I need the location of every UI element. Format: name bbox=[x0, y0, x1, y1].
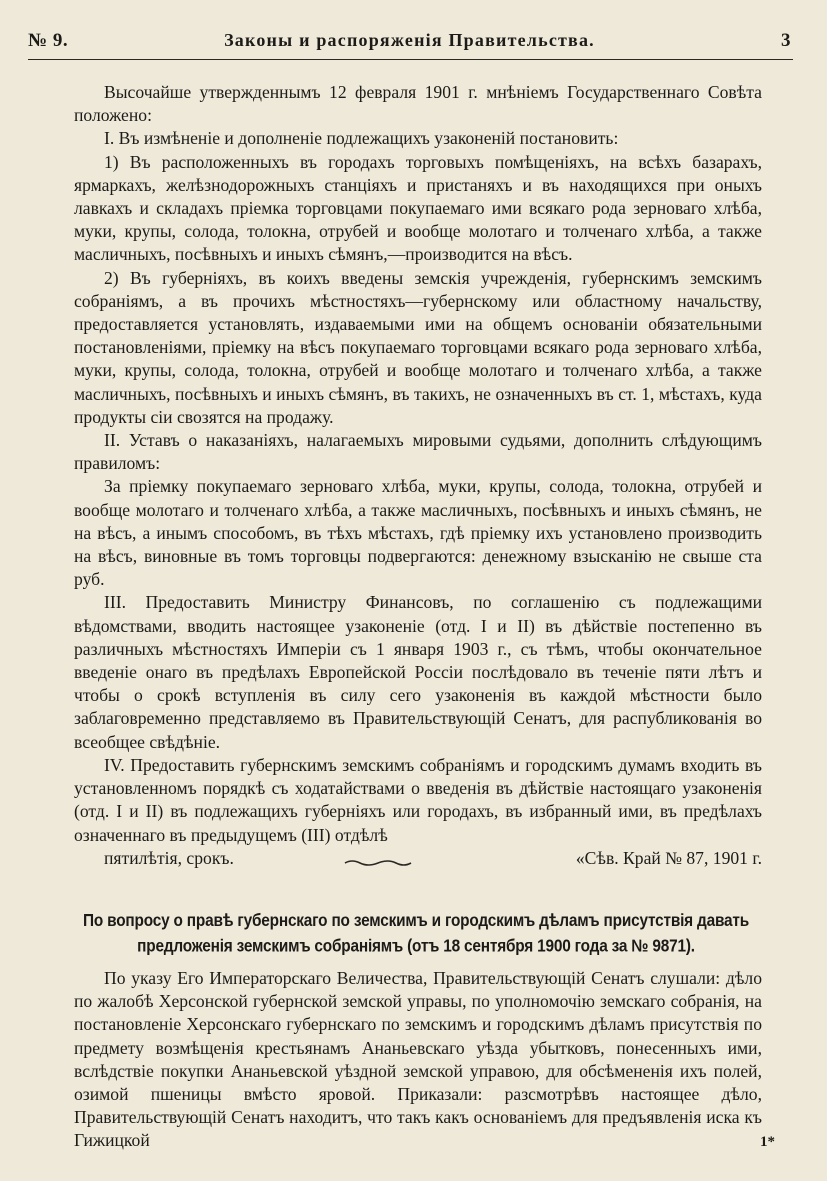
law-section-3: III. Предоставить Министру Финансовъ, по соглашенію съ подлежащими вѣдомствами, вводить настоящее узаконеніе (отд. I и II) въ дѣйствіе постепенно въ различныхъ мѣстностяхъ Имперіи съ 1 января 1903 г., съ тѣмъ, чтобы окончательное введеніе онаго въ предѣлахъ Европейской Россіи послѣдовало въ теченіе пяти лѣтъ и чтобы о срокѣ вступленія въ силу сего узаконенія въ каждой мѣстности было заблаговременно представляемо въ Правительствующій Сенатъ, для распубликованія во всеобщее свѣдѣніе. bbox=[74, 592, 762, 752]
signature-mark: 1* bbox=[760, 1134, 775, 1150]
running-title: Законы и распоряженія Правительства. bbox=[224, 30, 595, 50]
header-rule bbox=[28, 59, 793, 60]
senate-paragraph: По указу Его Императорскаго Величества, Правительствующій Сенатъ слушали: дѣло по жалобѣ Херсонской губернской земской управы, по уполномочію земскаго собранія, на постановленіе Херсонскаго губернскаго по земскимъ и городскимъ дѣламъ присутствія по предмету возмѣщенія крестьянамъ Ананьевскаго уѣзда убытковъ, понесенныхъ ими, вслѣдствіе покупки Ананьевской уѣздной земской управою, для обсѣмененія ихъ полей, озимой пшеницы вмѣсто яровой. Приказали: разсмотрѣвъ настоящее дѣло, Правительствующій Сенатъ находитъ, что такъ какъ основаніемъ для предъявленія иска къ Гижицкой bbox=[74, 968, 762, 1151]
source-citation: «Сѣв. Край № 87, 1901 г. bbox=[575, 847, 762, 868]
law-section-4-end: пятилѣтія, срокъ. bbox=[104, 847, 234, 868]
ornamental-divider bbox=[343, 859, 413, 867]
law-clause-1: 1) Въ расположенныхъ въ городахъ торговыхъ помѣщеніяхъ, на всѣхъ базарахъ, ярмаркахъ, желѣзнодорожныхъ станціяхъ и пристаняхъ и въ находящихся при оныхъ лавкахъ и складахъ пріемка торговцами покупаемаго ими всякаго рода зерноваго хлѣба, муки, крупы, солода, толокна, отрубей и вообще молотаго и толченаго хлѣба, а также масличныхъ, посѣвныхъ и иныхъ сѣмянъ,—производится на вѣсъ. bbox=[74, 151, 762, 265]
page-number: 3 bbox=[781, 30, 791, 51]
section-heading: По вопросу о правѣ губернскаго по земскимъ и городскимъ дѣламъ присутствія давать предложенія земскимъ собраніямъ (отъ 18 сентября 1900 года за № 9871). bbox=[83, 911, 749, 957]
law-section-4: IV. Предоставить губернскимъ земскимъ собраніямъ и городскимъ думамъ входить въ установленномъ порядкѣ съ ходатайствами о введенія въ дѣйствіе настоящаго узаконенія (отд. I и II) въ подлежащихъ губерніяхъ или городахъ, въ избранный ими, въ предѣлахъ означеннаго въ предыдущемъ (III) отдѣлѣ bbox=[74, 754, 762, 845]
issue-number: № 9. bbox=[28, 30, 69, 51]
law-intro: Высочайше утвержденнымъ 12 февраля 1901 г. мнѣніемъ Государственнаго Совѣта положено: bbox=[74, 82, 762, 126]
law-section-1: I. Въ измѣненіе и дополненіе подлежащихъ узаконеній постановить: bbox=[104, 128, 619, 149]
law-text bbox=[74, 81, 762, 870]
law-penalty-rule: За пріемку покупаемаго зерноваго хлѣба, муки, крупы, солода, толокна, отрубей и вообще молотаго и толченаго хлѣба, а также масличныхъ, посѣвныхъ и иныхъ сѣмянъ, не на вѣсъ, а инымъ способомъ, въ тѣхъ мѣстахъ, гдѣ пріемку ихъ установлено производить на вѣсъ, виновные въ томъ торговцы подвергаются: денежному взысканію не свыше ста руб. bbox=[74, 476, 762, 590]
law-section-2: II. Уставъ о наказаніяхъ, налагаемыхъ мировыми судьями, дополнить слѣдующимъ правиломъ: bbox=[74, 430, 762, 474]
senate-text bbox=[74, 967, 762, 1153]
law-clause-2: 2) Въ губерніяхъ, въ коихъ введены земскія учрежденія, губернскимъ земскимъ собраніямъ, а въ прочихъ мѣстностяхъ—губернскому или областному начальству, предоставляется установлять, издаваемыми ими на общемъ основаніи обязательными постановленіями, пріемку на вѣсъ покупаемаго торговцами всякаго рода зерноваго хлѣба, муки, крупы, солода, толокна, отрубей и вообще молотаго и толченаго хлѣба, а также масличныхъ, посѣвныхъ и иныхъ сѣмянъ, въ такихъ, не означенныхъ въ ст. 1, мѣстахъ, куда продукты сіи свозятся на продажу. bbox=[74, 267, 762, 427]
running-header bbox=[28, 30, 791, 58]
law-closing-line bbox=[74, 847, 762, 870]
